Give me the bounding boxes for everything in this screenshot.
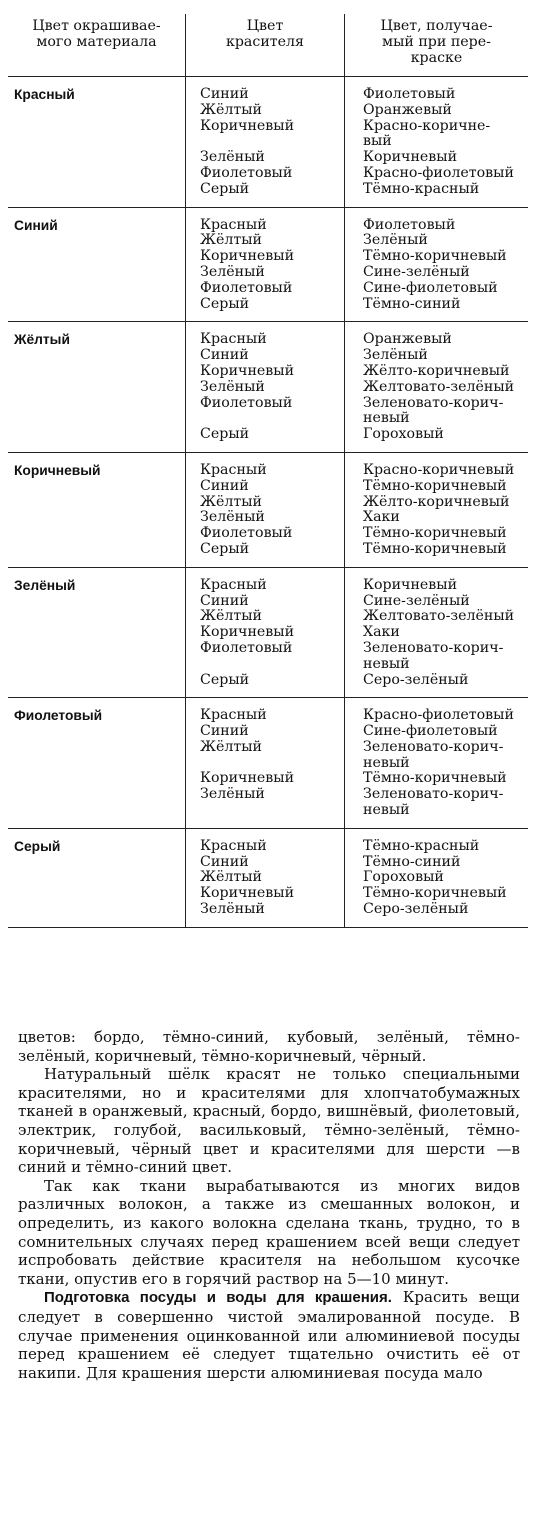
result-color-cell <box>345 698 529 829</box>
table-row <box>8 322 528 453</box>
header-line: мого материала <box>36 34 157 50</box>
result-color-line: Сине-зелёный <box>363 263 470 280</box>
result-color-line: Красно-фиолетовый <box>363 164 514 181</box>
dye-color-line: Зелёный <box>200 509 265 526</box>
material-color-cell: Зелёный <box>8 567 186 698</box>
result-color-line: Фиолетовый <box>363 86 456 102</box>
result-color-line: Тёмно-коричневый <box>363 885 507 902</box>
material-color-cell: Серый <box>8 828 186 927</box>
dye-color-line <box>200 756 338 772</box>
dye-color-cell <box>186 322 345 453</box>
header-line: Цвет, получае- <box>380 18 493 34</box>
dye-color-line: Синий <box>200 853 249 870</box>
result-color-line: Тёмно-коричневый <box>363 525 507 542</box>
dye-color-line: Синий <box>200 477 249 494</box>
dye-color-line: Серый <box>200 180 250 197</box>
result-color-line: Тёмно-коричневый <box>363 248 507 265</box>
result-color-cell <box>345 828 529 927</box>
table-row <box>8 452 528 567</box>
dye-color-line: Зелёный <box>200 901 265 918</box>
dye-color-line: Коричневый <box>200 885 295 902</box>
material-color-cell: Коричневый <box>8 452 186 567</box>
dye-color-cell <box>186 207 345 322</box>
result-color-line: Коричневый <box>363 149 458 166</box>
result-color-cell <box>345 322 529 453</box>
result-color-line: Красно-фиолетовый <box>363 707 514 724</box>
dye-color-line: Жёлтый <box>200 101 262 118</box>
result-color-line: Сине-фиолетовый <box>363 279 498 296</box>
dye-color-line: Коричневый <box>200 362 295 379</box>
result-color-line: Оранжевый <box>363 101 452 118</box>
result-color-line: Фиолетовый <box>363 216 456 233</box>
dye-color-line: Жёлтый <box>200 738 262 755</box>
dye-color-line: Коричневый <box>200 624 295 641</box>
result-color-line: Зелёный <box>363 232 428 249</box>
dye-color-line: Фиолетовый <box>200 525 293 542</box>
section-body: Красить вещи следует в совершенно чистой эмалированной посуде. В случае применения оцинкованной или алюминиевой посуды перед крашением её следует тщательно очистить её от накипи. Для крашения шерсти алюминиевая посуда мало <box>18 1288 520 1382</box>
material-color-cell: Фиолетовый <box>8 698 186 829</box>
result-color-line: Серо-зелёный <box>363 671 469 688</box>
body-text <box>18 1028 520 1382</box>
section-heading: Подготовка посуды и воды для крашения. <box>44 1289 392 1307</box>
material-color-cell: Жёлтый <box>8 322 186 453</box>
result-color-line: Красно-коричне- <box>363 117 491 134</box>
dye-color-line: Фиолетовый <box>200 164 293 181</box>
result-color-cell <box>345 452 529 567</box>
result-color-line: невый <box>363 410 410 427</box>
dye-color-line: Коричневый <box>200 770 295 787</box>
dye-color-line <box>200 803 338 819</box>
dye-color-cell <box>186 452 345 567</box>
dye-color-line: Коричневый <box>200 248 295 265</box>
result-color-line: Жёлто-коричневый <box>363 493 510 510</box>
paragraph <box>18 1288 520 1382</box>
result-color-line: Зелёный <box>363 347 428 364</box>
header-line: краске <box>410 50 463 66</box>
result-color-line: Тёмно-коричневый <box>363 770 507 787</box>
table-row <box>8 207 528 322</box>
result-color-line: Серо-зелёный <box>363 901 469 918</box>
result-color-line: Жёлто-коричневый <box>363 362 510 379</box>
dye-color-line: Зелёный <box>200 263 265 280</box>
dye-color-line: Синий <box>200 723 249 740</box>
dye-color-cell <box>186 828 345 927</box>
header-line: Цвет окрашивае- <box>32 18 161 34</box>
result-color-line: Гороховый <box>363 426 444 443</box>
material-color-cell: Синий <box>8 207 186 322</box>
result-color-line: Сине-зелёный <box>363 592 470 609</box>
dye-color-line <box>200 134 338 150</box>
dye-color-table <box>8 14 528 928</box>
material-color-cell: Красный <box>14 87 75 102</box>
result-color-line: Тёмно-синий <box>363 295 461 312</box>
dye-color-line: Красный <box>200 331 267 348</box>
result-color-line: Оранжевый <box>363 331 452 348</box>
header-material-color <box>8 14 186 77</box>
dye-color-line: Красный <box>200 576 267 593</box>
result-color-line: Зеленовато-корич- <box>363 394 504 411</box>
paragraph: цветов: бордо, тёмно-синий, кубовый, зелёный, тёмно-зелёный, коричневый, тёмно-коричневый, чёрный. <box>18 1028 520 1065</box>
dye-color-line: Фиолетовый <box>200 279 293 296</box>
header-line: красителя <box>225 34 305 50</box>
dye-color-cell <box>186 698 345 829</box>
dye-color-line: Фиолетовый <box>200 394 293 411</box>
result-color-line: Хаки <box>363 509 400 526</box>
result-color-line: Хаки <box>363 624 400 641</box>
table-row <box>8 567 528 698</box>
dye-color-line: Зелёный <box>200 149 265 166</box>
paragraph: Натуральный шёлк красят не только специальными красителями, но и красителями для хлопчатобумажных тканей в оранжевый, красный, бордо, вишнёвый, фиолетовый, электрик, голубой, васильковый, тёмно-зелёный, тёмно-коричневый, чёрный цвет и красителями для шерсти —в синий и тёмно-синий цвет. <box>18 1065 520 1177</box>
header-dye-color <box>186 14 345 77</box>
dye-color-line: Серый <box>200 295 250 312</box>
result-color-line: Зеленовато-корич- <box>363 639 504 656</box>
result-color-line: Сине-фиолетовый <box>363 723 498 740</box>
result-color-line: Красно-коричневый <box>363 461 515 478</box>
result-color-line: вый <box>363 133 392 150</box>
result-color-line: Тёмно-коричневый <box>363 477 507 494</box>
result-color-cell <box>345 207 529 322</box>
dye-color-line: Красный <box>200 216 267 233</box>
dye-color-line: Серый <box>200 671 250 688</box>
table-header-row <box>8 14 528 77</box>
dye-color-line: Синий <box>200 347 249 364</box>
result-color-line: Тёмно-коричневый <box>363 540 507 557</box>
dye-color-line: Фиолетовый <box>200 639 293 656</box>
table-body <box>8 77 528 928</box>
dye-color-line: Зелёный <box>200 378 265 395</box>
result-color-cell <box>345 77 529 208</box>
dye-color-line <box>200 657 338 673</box>
paragraph: Так как ткани вырабатываются из многих видов различных волокон, а также из смешанных волокон, и определить, из какого волокна сделана ткань, трудно, то в сомнительных случаях перед крашением всей вещи следует испробовать действие красителя на небольшом кусочке ткани, опустив его в горячий раствор на 5—10 минут. <box>18 1176 520 1288</box>
dye-color-line: Жёлтый <box>200 232 262 249</box>
dye-color-line: Жёлтый <box>200 493 262 510</box>
result-color-line: невый <box>363 754 410 771</box>
result-color-line: Тёмно-синий <box>363 853 461 870</box>
header-line: мый при пере- <box>382 34 491 50</box>
table-row <box>8 77 528 208</box>
result-color-line: Тёмно-красный <box>363 837 480 854</box>
result-color-line: невый <box>363 655 410 672</box>
dye-color-line: Синий <box>200 86 249 102</box>
dye-color-line: Синий <box>200 592 249 609</box>
result-color-line: Коричневый <box>363 576 458 593</box>
result-color-line: невый <box>363 802 410 819</box>
table-row <box>8 698 528 829</box>
table-row <box>8 828 528 927</box>
result-color-line: Зеленовато-корич- <box>363 738 504 755</box>
result-color-line: Зеленовато-корич- <box>363 786 504 803</box>
dye-color-cell <box>186 567 345 698</box>
result-color-cell <box>345 567 529 698</box>
dye-color-line: Серый <box>200 540 250 557</box>
dye-color-line: Красный <box>200 707 267 724</box>
dye-color-line: Красный <box>200 837 267 854</box>
dye-color-line: Жёлтый <box>200 869 262 886</box>
header-result-color <box>345 14 529 77</box>
dye-color-line: Красный <box>200 461 267 478</box>
result-color-line: Тёмно-красный <box>363 180 480 197</box>
dye-color-line: Серый <box>200 426 250 443</box>
dye-color-cell <box>186 77 345 208</box>
dye-color-line: Зелёный <box>200 786 265 803</box>
result-color-line: Гороховый <box>363 869 444 886</box>
dye-color-line <box>200 411 338 427</box>
result-color-line: Желтовато-зелёный <box>363 378 515 395</box>
dye-color-line: Жёлтый <box>200 608 262 625</box>
dye-color-line: Коричневый <box>200 117 295 134</box>
result-color-line: Желтовато-зелёный <box>363 608 515 625</box>
header-line: Цвет <box>246 18 284 34</box>
